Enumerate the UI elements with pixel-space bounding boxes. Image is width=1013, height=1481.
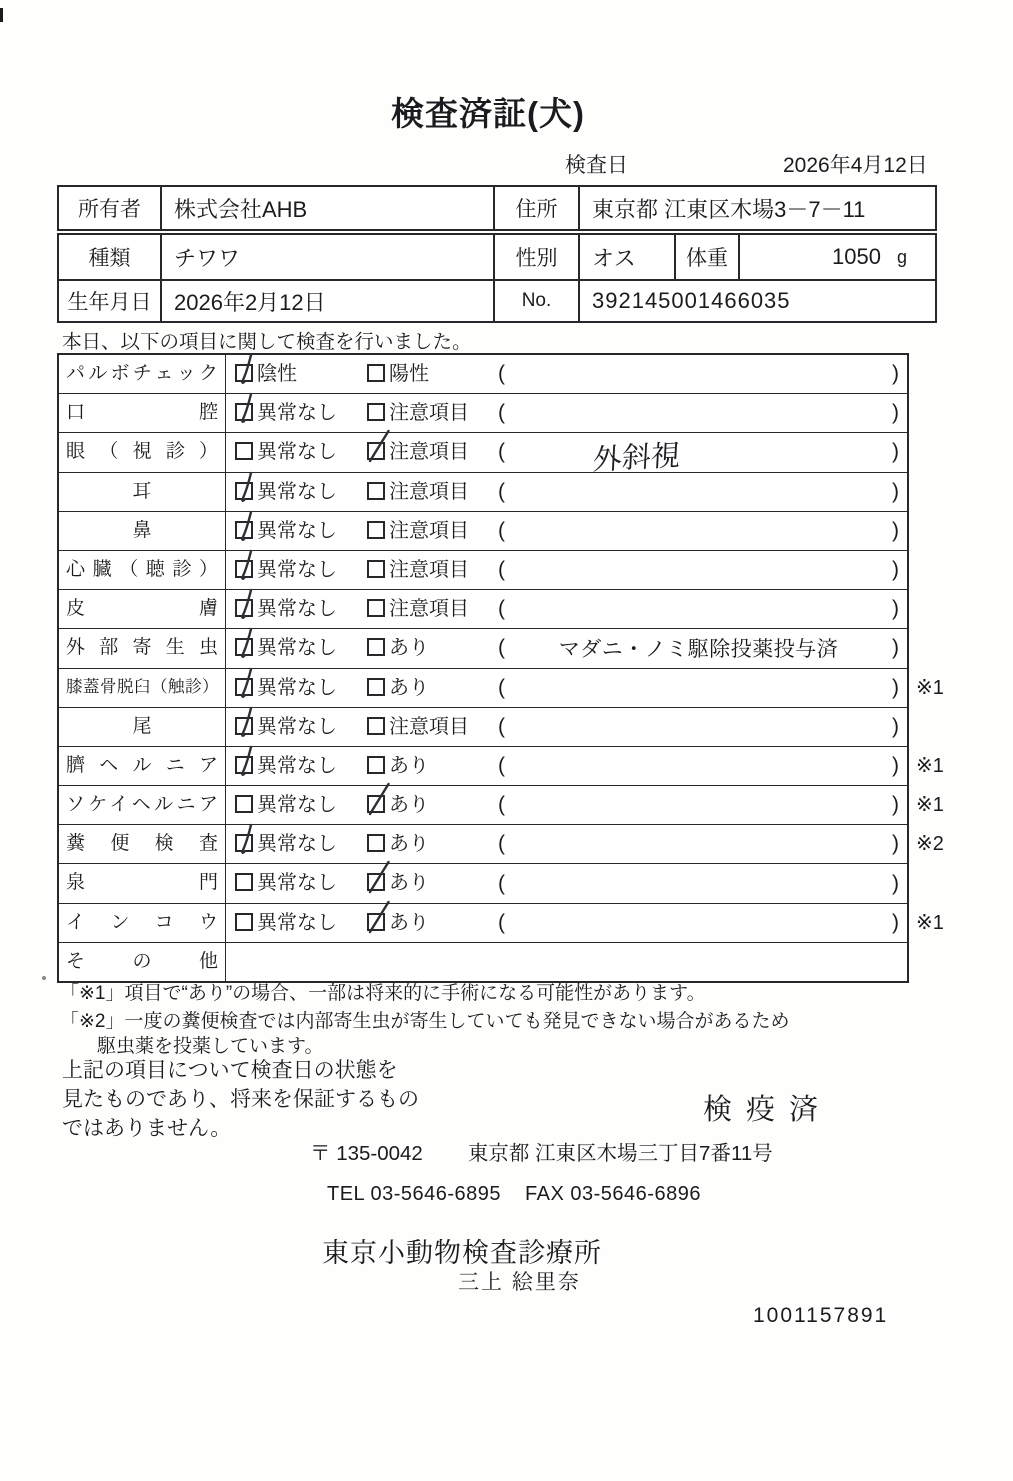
paren-close: )	[892, 401, 899, 425]
checkbox	[367, 795, 385, 813]
checkbox	[367, 834, 385, 852]
handwritten-check-icon	[232, 469, 260, 505]
remarks-text: 外斜視	[592, 439, 681, 477]
footnote-ref: ※1	[916, 911, 944, 934]
clinic-postal-code: 〒 135-0042	[310, 1142, 423, 1165]
checkbox	[367, 717, 385, 735]
option-1	[235, 669, 337, 707]
option-2	[367, 747, 429, 785]
breed-label: 種類	[88, 247, 131, 270]
inspection-item-label: 糞便検査	[59, 825, 226, 863]
sex-label: 性別	[493, 235, 578, 279]
remarks-field	[498, 904, 899, 942]
scan-dot-artifact	[42, 976, 46, 980]
footnote-ref: ※1	[916, 754, 944, 777]
paren-open: (	[498, 362, 505, 386]
inspection-row-body	[226, 355, 907, 393]
disclaimer-text	[62, 1056, 419, 1143]
remarks-text	[505, 609, 892, 610]
inspection-item-label: 皮膚	[59, 590, 226, 628]
footnote-1: 「※1」項目で“あり”の場合、一部は将来的に手術になる可能性があります。	[60, 983, 706, 1004]
option-1	[235, 551, 337, 589]
option-2-label: あり	[389, 794, 429, 817]
inspection-item-label: パルボチェック	[59, 355, 226, 393]
inspection-row-body	[226, 629, 907, 667]
option-1	[235, 590, 337, 628]
paren-open: (	[498, 832, 505, 856]
checkbox	[235, 873, 253, 891]
option-2-label: あり	[389, 754, 429, 777]
remarks-field	[498, 433, 899, 477]
clinic-tel-line	[327, 1183, 701, 1206]
serial-number: 1001157891	[753, 1304, 889, 1327]
remarks-field	[498, 473, 899, 511]
option-1	[235, 512, 337, 550]
inspection-row-body	[226, 512, 907, 550]
inspection-row-body	[226, 590, 907, 628]
inspection-row-body	[226, 669, 944, 707]
inspection-row-body	[226, 551, 907, 589]
inspection-row	[59, 393, 907, 432]
option-1-label: 異常なし	[257, 598, 337, 621]
option-1-label: 異常なし	[257, 833, 337, 856]
handwritten-check-icon	[364, 860, 392, 896]
remarks-text	[505, 413, 892, 414]
inspection-row	[59, 550, 907, 589]
pet-row-2	[59, 279, 935, 321]
paren-open: (	[498, 871, 505, 895]
inspection-row	[59, 589, 907, 628]
remarks-text	[505, 687, 892, 688]
option-1	[235, 355, 297, 393]
option-2	[367, 473, 469, 511]
remarks-text	[505, 844, 892, 845]
paren-open: (	[498, 636, 505, 660]
checkbox	[235, 560, 253, 578]
remarks-field	[498, 747, 899, 785]
checkbox	[235, 756, 253, 774]
option-1	[235, 747, 337, 785]
scan-edge-artifact	[0, 8, 3, 22]
inspection-table	[57, 353, 944, 983]
checkbox	[235, 482, 253, 500]
inspection-row	[59, 628, 907, 667]
inspection-row-body	[226, 786, 944, 824]
option-2	[367, 355, 429, 393]
option-2	[367, 590, 469, 628]
paren-open: (	[498, 714, 505, 738]
weight-value-cell	[738, 235, 935, 279]
checkbox	[235, 717, 253, 735]
id-number-label: No.	[493, 281, 578, 321]
remarks-field	[498, 786, 899, 824]
inspection-row	[59, 824, 944, 863]
inspection-row-body	[226, 864, 907, 902]
remarks-text	[505, 765, 892, 766]
owner-row	[59, 187, 935, 229]
inspection-row	[59, 707, 907, 746]
inspection-row	[59, 942, 907, 981]
checkbox	[235, 913, 253, 931]
paren-close: )	[892, 832, 899, 856]
option-2	[367, 825, 429, 863]
handwritten-check-icon	[364, 429, 392, 465]
remarks-field	[498, 864, 899, 902]
paren-open: (	[498, 597, 505, 621]
clinic-fax: FAX 03-5646-6896	[525, 1183, 701, 1205]
option-2	[367, 904, 429, 942]
checkbox	[367, 442, 385, 460]
checkbox	[367, 482, 385, 500]
option-1-label: 異常なし	[257, 637, 337, 660]
option-2-label: 注意項目	[389, 519, 469, 542]
clinic-address: 東京都 江東区木場三丁目7番11号	[467, 1142, 773, 1165]
option-1-label: 異常なし	[257, 794, 337, 817]
inspection-row	[59, 511, 907, 550]
paren-open: (	[498, 753, 505, 777]
exam-date-value: 2026年4月12日	[783, 154, 928, 177]
checkbox	[367, 403, 385, 421]
remarks-text	[505, 805, 892, 806]
inspection-item-label: ソケイヘルニア	[59, 786, 226, 824]
remarks-text	[505, 922, 892, 923]
option-1-label: 異常なし	[257, 480, 337, 503]
option-2	[367, 629, 429, 667]
checkbox	[367, 873, 385, 891]
inspection-row	[59, 785, 944, 824]
pet-row-1	[59, 235, 935, 279]
remarks-field	[498, 708, 899, 746]
option-2-label: 注意項目	[389, 598, 469, 621]
inspection-item-label: 尾	[59, 708, 226, 746]
footnote-2: 「※2」一度の糞便検査では内部寄生虫が寄生していても発見できない場合があるため	[60, 1011, 790, 1032]
paren-close: )	[892, 636, 899, 660]
option-1	[235, 864, 337, 902]
checkbox	[367, 599, 385, 617]
handwritten-check-icon	[232, 508, 260, 544]
inspection-item-label: 臍ヘルニア	[59, 747, 226, 785]
inspection-row	[59, 863, 907, 902]
option-2	[367, 864, 429, 902]
paren-close: )	[892, 753, 899, 777]
handwritten-check-icon	[232, 821, 260, 857]
clinic-postal-line	[310, 1136, 773, 1166]
handwritten-check-icon	[232, 625, 260, 661]
owner-address-value: 東京都 江東区木場3－7－11	[578, 187, 935, 229]
paren-open: (	[498, 558, 505, 582]
checkbox	[235, 834, 253, 852]
option-1-label: 異常なし	[257, 402, 337, 425]
veterinarian-name: 三上 絵里奈	[458, 1271, 581, 1294]
paren-close: )	[892, 558, 899, 582]
paren-open: (	[498, 518, 505, 542]
paren-open: (	[498, 479, 505, 503]
option-2-label: 注意項目	[389, 558, 469, 581]
inspection-item-label: 鼻	[59, 512, 226, 550]
checkbox	[367, 364, 385, 382]
checkbox	[235, 521, 253, 539]
option-1-label: 異常なし	[257, 872, 337, 895]
owner-label: 所有者	[78, 198, 141, 221]
remarks-text	[505, 726, 892, 727]
remarks-field	[498, 355, 899, 393]
disclaimer-line-3: ではありません。	[62, 1117, 232, 1140]
remarks-field	[498, 629, 899, 667]
inspection-row-body	[226, 473, 907, 511]
remarks-field	[498, 825, 899, 863]
paren-open: (	[498, 793, 505, 817]
option-1	[235, 786, 337, 824]
inspection-item-label: その他	[59, 943, 226, 981]
inspection-row	[59, 355, 907, 393]
paren-close: )	[892, 362, 899, 386]
paren-close: )	[892, 910, 899, 934]
inspection-item-label: 耳	[59, 473, 226, 511]
inspection-item-label: 口腔	[59, 394, 226, 432]
disclaimer-line-2: 見たものであり、将来を保証するもの	[62, 1088, 419, 1111]
inspection-row-body	[226, 747, 944, 785]
paren-close: )	[892, 871, 899, 895]
checkbox	[235, 795, 253, 813]
paren-close: )	[892, 714, 899, 738]
sex-value: オス	[578, 235, 674, 279]
remarks-text	[505, 491, 892, 492]
paren-open: (	[498, 675, 505, 699]
paren-open: (	[498, 401, 505, 425]
remarks-text	[505, 570, 892, 571]
inspection-row-body	[226, 943, 907, 981]
option-1-label: 異常なし	[257, 558, 337, 581]
checkbox	[235, 678, 253, 696]
weight-label: 体重	[674, 235, 738, 279]
option-2-label: あり	[389, 911, 429, 934]
remarks-field	[498, 551, 899, 589]
handwritten-check-icon	[364, 782, 392, 818]
clinic-name: 東京小動物検査診療所	[322, 1238, 602, 1268]
option-1	[235, 433, 337, 471]
option-1-label: 陰性	[257, 363, 297, 385]
option-2	[367, 708, 469, 746]
handwritten-check-icon	[232, 704, 260, 740]
inspection-row-body	[226, 433, 907, 477]
clinic-tel: TEL 03-5646-6895	[327, 1183, 502, 1205]
option-1	[235, 629, 337, 667]
paren-close: )	[892, 675, 899, 699]
option-2-label: 注意項目	[389, 480, 469, 503]
footnote-2-continuation: 駆虫薬を投薬しています。	[97, 1036, 324, 1057]
paren-open: (	[498, 440, 505, 464]
inspection-row	[59, 432, 907, 477]
option-2-label: 注意項目	[389, 402, 469, 425]
option-2-label: 注意項目	[389, 441, 469, 464]
option-2	[367, 512, 469, 550]
handwritten-check-icon	[232, 390, 260, 426]
footnote-ref: ※1	[916, 794, 944, 817]
option-2-label: あり	[389, 637, 429, 660]
inspection-item-label: 膝蓋骨脱臼（触診）	[59, 669, 226, 707]
checkbox	[367, 560, 385, 578]
option-1	[235, 394, 337, 432]
option-2-label: あり	[389, 833, 429, 856]
inspection-row-body	[226, 708, 907, 746]
inspection-row-body	[226, 904, 944, 942]
option-2	[367, 786, 429, 824]
remarks-text: マダニ・ノミ駆除投薬投与済	[558, 638, 839, 662]
footnote-ref: ※2	[916, 833, 944, 856]
exam-date-label: 検査日	[565, 154, 628, 177]
checkbox	[235, 442, 253, 460]
checkbox	[367, 756, 385, 774]
inspection-row	[59, 668, 944, 707]
option-1	[235, 825, 337, 863]
owner-value: 株式会社AHB	[160, 187, 493, 229]
id-number-value: 392145001466035	[578, 281, 935, 321]
handwritten-check-icon	[232, 351, 260, 387]
remarks-field	[498, 669, 899, 707]
paren-close: )	[892, 518, 899, 542]
option-1-label: 異常なし	[257, 676, 337, 699]
birth-value: 2026年2月12日	[160, 281, 493, 321]
intro-text: 本日、以下の項目に関して検査を行いました。	[62, 331, 472, 353]
inspection-item-label: 泉門	[59, 864, 226, 902]
option-2	[367, 551, 469, 589]
handwritten-check-icon	[232, 743, 260, 779]
footnote-ref: ※1	[916, 676, 944, 699]
paren-close: )	[892, 793, 899, 817]
checkbox	[367, 638, 385, 656]
handwritten-check-icon	[232, 665, 260, 701]
weight-value: 1050	[832, 244, 881, 269]
checkbox	[367, 913, 385, 931]
option-2-label: 注意項目	[389, 715, 469, 738]
disclaimer-line-1: 上記の項目について検査日の状態を	[62, 1059, 398, 1082]
handwritten-check-icon	[232, 547, 260, 583]
option-1	[235, 473, 337, 511]
inspection-row	[59, 472, 907, 511]
option-1-label: 異常なし	[257, 441, 337, 464]
paren-close: )	[892, 597, 899, 621]
inspection-item-label: 心臓（聴診）	[59, 551, 226, 589]
option-2	[367, 433, 469, 471]
option-2-label: あり	[389, 676, 429, 699]
option-2	[367, 669, 429, 707]
pet-table	[57, 233, 937, 323]
checkbox	[235, 599, 253, 617]
inspection-item-label: インコウ	[59, 904, 226, 942]
remarks-text	[505, 883, 892, 884]
weight-unit: g	[896, 246, 907, 267]
option-1-label: 異常なし	[257, 715, 337, 738]
paren-open: (	[498, 910, 505, 934]
option-1-label: 異常なし	[257, 911, 337, 934]
handwritten-check-icon	[232, 586, 260, 622]
quarantine-stamp: 検疫済	[703, 1094, 833, 1126]
inspection-row	[59, 746, 944, 785]
checkbox	[235, 638, 253, 656]
inspection-row	[59, 903, 944, 942]
inspection-item-label: 外部寄生虫	[59, 629, 226, 667]
remarks-text	[505, 530, 892, 531]
checkbox	[235, 364, 253, 382]
inspection-row-body	[226, 825, 944, 863]
option-1	[235, 904, 337, 942]
birth-label: 生年月日	[67, 291, 152, 314]
option-2-label: 陽性	[389, 363, 429, 385]
paren-close: )	[892, 440, 899, 464]
option-1-label: 異常なし	[257, 519, 337, 542]
checkbox	[367, 678, 385, 696]
inspection-item-label: 眼（視診）	[59, 433, 226, 471]
checkbox	[367, 521, 385, 539]
option-2	[367, 394, 469, 432]
owner-table	[57, 185, 937, 231]
handwritten-check-icon	[364, 900, 392, 936]
option-1	[235, 708, 337, 746]
option-2-label: あり	[389, 872, 429, 895]
remarks-field	[498, 590, 899, 628]
paren-close: )	[892, 479, 899, 503]
remarks-text	[505, 374, 892, 375]
remarks-field	[498, 512, 899, 550]
page-title: 検査済証(犬)	[391, 95, 585, 132]
breed-value: チワワ	[160, 235, 493, 279]
owner-address-label: 住所	[493, 187, 578, 229]
option-1-label: 異常なし	[257, 754, 337, 777]
checkbox	[235, 403, 253, 421]
